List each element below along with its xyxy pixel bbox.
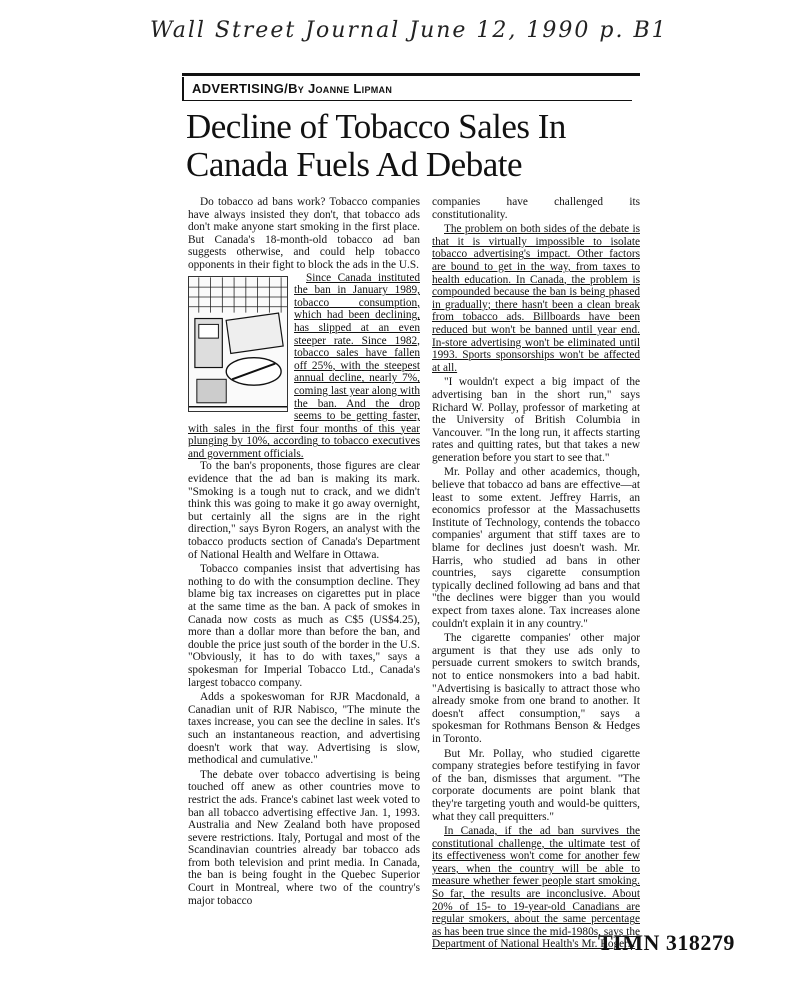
paragraph: "I wouldn't expect a big impact of the advertising ban in the short run," says Richard W. Pollay, professor of marketing at the University of British Columbia in Vancouver. "In the long run, it affects starting rates and quitting rates, but that takes a new generation before you start to see that." bbox=[432, 376, 640, 464]
paragraph: Tobacco companies insist that advertising has nothing to do with the consumption decline. They blame big tax increases on cigarettes put in place at the same time as the ban. A pack of smokes in Canada now costs as much as C$5 (US$4.25), more than a dollar more than before the ban, and double the price just south of the border in the U.S. "Obviously, it has to do with taxes," says a spokesman for Imperial Tobacco Ltd., Canada's largest tobacco company. bbox=[188, 563, 420, 689]
paragraph-with-illustration bbox=[188, 272, 420, 461]
tobacco-ad-illustration bbox=[188, 276, 288, 412]
article-column-2 bbox=[432, 196, 640, 951]
paragraph: Since Canada instituted the ban in January 1989, tobacco consumption, which had been declining, has slipped at an even steeper rate. Since 1982, tobacco sales have fallen off 25%, with the steepest annual decline, nearly 7%, coming last year along with the ban. And the drop seems to be getting faster, with sales in the first four months of this year plunging by 10%, according to tobacco executives and government officials. bbox=[188, 271, 420, 460]
handwritten-source-note: Wall Street Journal June 12, 1990 p. B1 bbox=[150, 18, 668, 43]
paragraph: The cigarette companies' other major argument is that they use ads only to persuade current smokers to switch brands, not to entice nonsmokers into a bad habit. "Advertising is basically to attract those who already smoke from one brand to another. It doesn't affect consumption," says a spokesman for Rothmans Benson & Hedges in Toronto. bbox=[432, 632, 640, 745]
section-label: ADVERTISING bbox=[192, 81, 285, 96]
paragraph: To the ban's proponents, those figures are clear evidence that the ad ban is making its mark. "Smoking is a tough nut to crack, and we didn't think this was going to make it go away overnight, but certainly all the signs are in the right direction," says Byron Rogers, an analyst with the tobacco products section of Canada's Department of National Health and Welfare in Ottawa. bbox=[188, 460, 420, 561]
document-reference-id: TIMN 318279 bbox=[598, 930, 735, 955]
paragraph: Adds a spokeswoman for RJR Macdonald, a Canadian unit of RJR Nabisco, "The minute the taxes increase, you can see the decline in sales. It's such an instantaneous reaction, and advertising doesn't work that way. Advertising is slow, methodical and cumulative." bbox=[188, 691, 420, 767]
paragraph: But Mr. Pollay, who studied cigarette company strategies before testifying in favor of the ban, dismisses that argument. "The corporate documents are point blank that they're targeting youth and would-be quitters, what they call prequitters." bbox=[432, 747, 640, 823]
top-rule bbox=[182, 73, 640, 76]
paragraph: The debate over tobacco advertising is being touched off anew as other countries move to restrict the ads. France's cabinet last week voted to ban all tobacco advertising effective Jan. 1, 1993. Australia and New Zealand both have proposed severe restrictions. Italy, Portugal and most of the Scandinavian countries already bar tobacco ads from both television and print media. In Canada, the ban is being fought in the Quebec Superior Court in Montreal, where two of the country's major tobacco bbox=[188, 768, 420, 907]
article-column-1 bbox=[188, 196, 420, 907]
paragraph: In Canada, if the ad ban survives the constitutional challenge, the ultimate test of its effectiveness won't come for another few years, when the country will be able to measure whether fewer people start smoking. So far, the results are inconclusive. About 20% of 15- to 19-year-old Canadians are regular smokers, about the same percentage as has been true since the mid-1980s, says the Department of National Health's Mr. Rogers. bbox=[432, 825, 640, 951]
paragraph: Do tobacco ad bans work? Tobacco companies have always insisted they don't, that tobacco ads don't make anyone start smoking in the first place. But Canada's 18-month-old tobacco ad ban suggests otherwise, and could help tobacco opponents in their fight to block the ads in the U.S. bbox=[188, 196, 420, 271]
headline: Decline of Tobacco Sales In Canada Fuels Ad Debate bbox=[186, 107, 566, 184]
section-header bbox=[182, 77, 632, 101]
paragraph: The problem on both sides of the debate is that it is virtually impossible to isolate tobacco advertising's impact. Other factors are bound to get in the way, from taxes to health education. In Canada, the problem is compounded because the ban is being phased in gradually; there hasn't been a clean break from tobacco ads. Billboards have been reduced but won't be banned until year end. In-store advertising won't be eliminated until 1993. Sports sponsorships won't be affected at all. bbox=[432, 223, 640, 374]
paragraph: companies have challenged its constitutionality. bbox=[432, 196, 640, 221]
byline: /By Joanne Lipman bbox=[284, 81, 393, 96]
paragraph: Mr. Pollay and other academics, though, believe that tobacco ad bans are effective—at least to some extent. Jeffrey Harris, an economics professor at the Massachusetts Institute of Technology, contends the tobacco companies' argument that stiff taxes are to blame for declines just doesn't wash. Mr. Harris, who studied ad bans in other countries, says cigarette consumption typically declined following ad bans and that "the declines were bigger than you would expect from taxes alone. Tax increases alone couldn't explain it in any country." bbox=[432, 466, 640, 630]
